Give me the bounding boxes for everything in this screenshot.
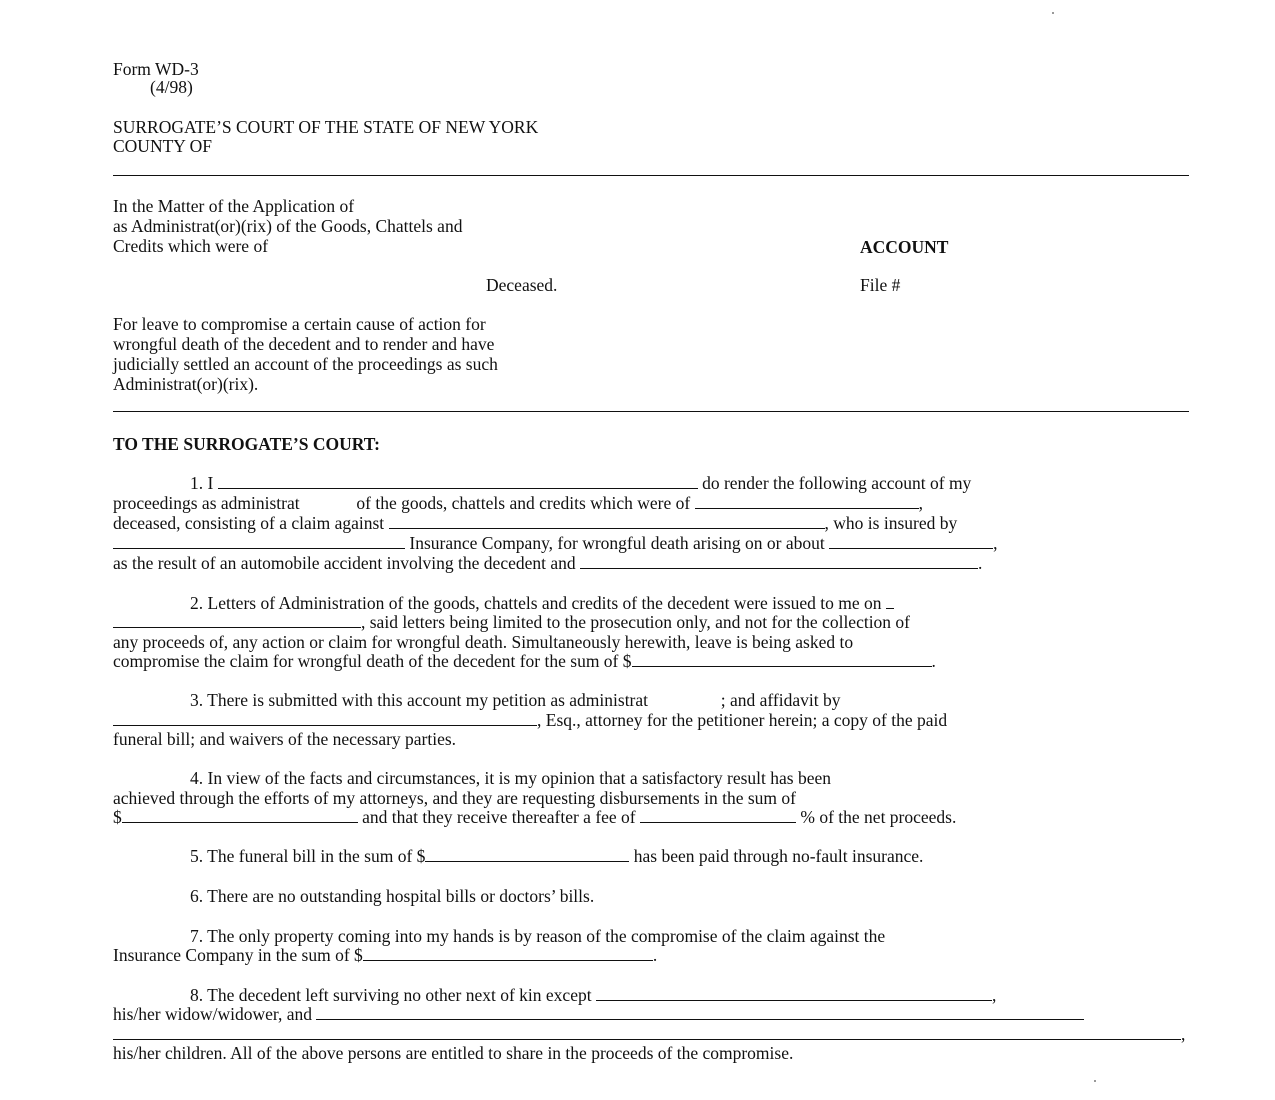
para1-text: .: [978, 553, 983, 573]
petitioner-name-blank[interactable]: [218, 473, 698, 489]
header-divider: [113, 175, 1189, 176]
para1-text: Insurance Company, for wrongful death arising on or about: [409, 533, 825, 553]
scan-speck: [1094, 1080, 1096, 1082]
para2-text: , said letters being limited to the prosecution only, and not for the collection of: [361, 612, 911, 632]
para1-text: proceedings as administrat: [113, 493, 300, 513]
para8-text: his/her widow/widower, and: [113, 1004, 313, 1024]
para6-line1: 6. There are no outstanding hospital bills or doctors’ bills.: [190, 886, 595, 906]
para5-text: 5. The funeral bill in the sum of $: [190, 846, 426, 866]
county-label: COUNTY OF: [113, 136, 213, 156]
matter-line-2: as Administrat(or)(rix) of the Goods, Chattels and: [113, 216, 463, 236]
property-sum-blank[interactable]: [363, 945, 653, 961]
para2-line3: any proceeds of, any action or claim for wrongful death. Simultaneously herewith, leave is being asked to: [113, 632, 854, 652]
para3-line3: funeral bill; and waivers of the necessary parties.: [113, 729, 457, 749]
para4-text: $: [113, 807, 122, 827]
purpose-line-2: wrongful death of the decedent and to render and have: [113, 334, 495, 354]
para8-text: ,: [1181, 1024, 1186, 1044]
attorney-name-blank[interactable]: [113, 710, 537, 726]
matter-line-1: In the Matter of the Application of: [113, 196, 355, 216]
para8-line4: his/her children. All of the above persons are entitled to share in the proceeds of the compromise.: [113, 1043, 794, 1063]
para1-text: of the goods, chattels and credits which were of: [356, 493, 691, 513]
purpose-line-3: judicially settled an account of the proceedings as such: [113, 354, 498, 374]
insurer-name-blank[interactable]: [113, 533, 405, 549]
document-title: ACCOUNT: [860, 237, 949, 257]
para2-line2: [113, 612, 910, 632]
para2-line1: [190, 593, 894, 613]
para1-line2: [113, 493, 923, 513]
matter-line-3: Credits which were of: [113, 236, 269, 256]
disbursements-blank[interactable]: [122, 807, 358, 823]
para7-line1: 7. The only property coming into my hands is by reason of the compromise of the claim against the: [190, 926, 886, 946]
claim-against-blank[interactable]: [389, 513, 825, 529]
para5-line1: [190, 846, 923, 866]
para5-text: has been paid through no-fault insurance.: [633, 846, 924, 866]
deceased-label: Deceased.: [486, 275, 558, 295]
para1-line1: [190, 473, 971, 493]
para8-line3: [113, 1024, 1185, 1044]
para1-line4: [113, 533, 997, 553]
caption-divider: [113, 411, 1189, 412]
para1-line3: [113, 513, 957, 533]
purpose-line-1: For leave to compromise a certain cause of action for: [113, 314, 486, 334]
para4-text: and that they receive thereafter a fee of: [362, 807, 636, 827]
para8-text: ,: [991, 985, 997, 1005]
file-number-label: File #: [860, 275, 901, 295]
para8-text: 8. The decedent left surviving no other next of kin except: [190, 985, 592, 1005]
para1-text: 1. I: [190, 473, 214, 493]
para3-line1: [190, 690, 840, 710]
para3-text: ; and affidavit by: [720, 690, 841, 710]
other-party-blank[interactable]: [580, 553, 978, 569]
court-name: SURROGATE’S COURT OF THE STATE OF NEW YORK: [113, 117, 539, 137]
para1-text: ,: [993, 533, 998, 553]
children-names-blank[interactable]: [113, 1024, 1181, 1040]
para3-text: 3. There is submitted with this account my petition as administrat: [190, 690, 649, 710]
funeral-sum-blank[interactable]: [425, 846, 629, 862]
para8-line2: [113, 1004, 1084, 1024]
para1-text: deceased, consisting of a claim against: [113, 513, 385, 533]
death-date-blank[interactable]: [829, 533, 993, 549]
compromise-sum-blank[interactable]: [632, 651, 932, 667]
para1-text: as the result of an automobile accident involving the decedent and: [113, 553, 576, 573]
para1-line5: [113, 553, 982, 573]
para1-text: ,: [918, 493, 923, 513]
para7-line2: [113, 945, 657, 965]
para2-text: 2. Letters of Administration of the goods, chattels and credits of the decedent were issued to me on: [190, 593, 882, 613]
letters-date-blank[interactable]: [113, 612, 361, 628]
para4-text: % of the net proceeds.: [800, 807, 957, 827]
para2-text: compromise the claim for wrongful death of the decedent for the sum of $: [113, 651, 632, 671]
decedent-name-blank[interactable]: [695, 493, 919, 509]
purpose-line-4: Administrat(or)(rix).: [113, 374, 259, 394]
para7-text: Insurance Company in the sum of $: [113, 945, 363, 965]
para4-line2: achieved through the efforts of my attorneys, and they are requesting disbursements in the sum of: [113, 788, 796, 808]
para8-line1: [190, 985, 996, 1005]
court-address: TO THE SURROGATE’S COURT:: [113, 434, 380, 454]
para3-line2: [113, 710, 947, 730]
spouse-name-blank[interactable]: [316, 1004, 1084, 1020]
form-id: Form WD-3: [113, 59, 199, 79]
fee-percent-blank[interactable]: [640, 807, 796, 823]
next-of-kin-blank[interactable]: [596, 985, 992, 1001]
form-date: (4/98): [150, 77, 193, 97]
para4-line1: 4. In view of the facts and circumstances, it is my opinion that a satisfactory result has been: [190, 768, 831, 788]
para1-text: do render the following account of my: [702, 473, 972, 493]
para2-text: .: [931, 651, 936, 671]
para4-line3: [113, 807, 956, 827]
para7-text: .: [652, 945, 658, 965]
para3-text: , Esq., attorney for the petitioner herein; a copy of the paid: [537, 710, 948, 730]
para2-line4: [113, 651, 936, 671]
scan-speck: [1052, 12, 1054, 14]
para1-text: , who is insured by: [824, 513, 958, 533]
